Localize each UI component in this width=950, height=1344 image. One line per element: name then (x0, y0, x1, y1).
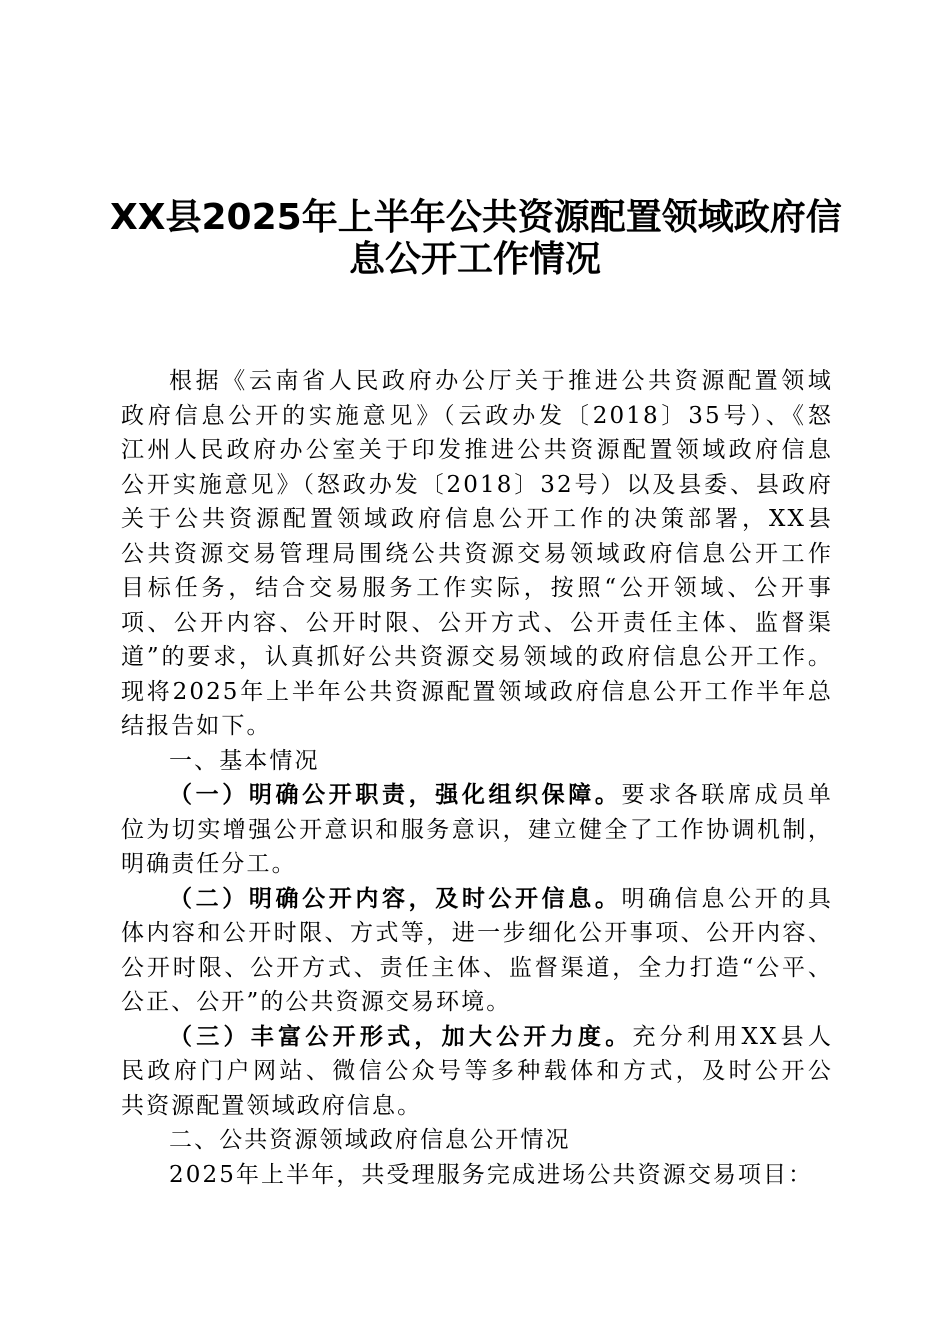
paragraph-line: 江州人民政府办公室关于印发推进公共资源配置领域政府信息 (121, 437, 833, 463)
paragraph-line: 项、公开内容、公开时限、公开方式、公开责任主体、监督渠 (121, 609, 833, 636)
paragraph-line: 现将2025年上半年公共资源配置领域政府信息公开工作半年总 (121, 678, 833, 705)
paragraph-line: 公正、公开”的公共资源交易环境。 (121, 989, 512, 1015)
item-1-text: 要求各联席成员单 (621, 782, 833, 808)
paragraph-line: 位为切实增强公开意识和服务意识，建立健全了工作协调机制， (121, 816, 833, 843)
paragraph-line: 根据《云南省人民政府办公厅关于推进公共资源配置领域 (169, 368, 833, 394)
paragraph-line: 目标任务，结合交易服务工作实际，按照“公开领域、公开事 (121, 575, 833, 601)
paragraph-line: 民政府门户网站、微信公众号等多种载体和方式，及时公开公 (121, 1058, 833, 1084)
item-1-lead: （一）明确公开职责，强化组织保障。 (169, 781, 622, 808)
paragraph-line: 共资源配置领域政府信息。 (121, 1092, 423, 1119)
section-heading-2: 二、公共资源领域政府信息公开情况 (169, 1127, 571, 1153)
paragraph-line: 道”的要求，认真抓好公共资源交易领域的政府信息公开工作。 (121, 644, 833, 670)
item-1-first-line (121, 778, 833, 813)
paragraph-line: 明确责任分工。 (121, 851, 297, 877)
paragraph-line: 结报告如下。 (121, 713, 272, 739)
item-3-text: 充分利用XX县人 (632, 1023, 833, 1050)
item-2-lead: （二）明确公开内容，及时公开信息。 (169, 884, 622, 912)
paragraph-line: 公共资源交易管理局围绕公共资源交易领域政府信息公开工作 (121, 540, 833, 567)
paragraph-line: 公开时限、公开方式、责任主体、监督渠道，全力打造“公平、 (121, 954, 833, 981)
document-title-line-1: XX县2025年上半年公共资源配置领域政府信 (110, 197, 842, 238)
item-3-lead: （三）丰富公开形式，加大公开力度。 (169, 1022, 633, 1050)
paragraph-line: 关于公共资源配置领域政府信息公开工作的决策部署，XX县 (121, 506, 833, 532)
document-body (121, 364, 833, 1192)
item-2-first-line (121, 882, 833, 917)
paragraph-line: 2025年上半年，共受理服务完成进场公共资源交易项目： (169, 1161, 814, 1188)
item-2-text: 明确信息公开的具 (621, 885, 833, 912)
paragraph-line: 政府信息公开的实施意见》（云政办发〔2018〕35号）、《怒 (121, 402, 833, 429)
item-3-first-line (121, 1020, 833, 1055)
paragraph-line: 体内容和公开时限、方式等，进一步细化公开事项、公开内容、 (121, 920, 833, 946)
section-heading-1: 一、基本情况 (169, 747, 320, 774)
document-title-line-2: 息公开工作情况 (348, 239, 601, 280)
paragraph-line: 公开实施意见》（怒政办发〔2018〕32号）以及县委、县政府 (121, 471, 833, 498)
